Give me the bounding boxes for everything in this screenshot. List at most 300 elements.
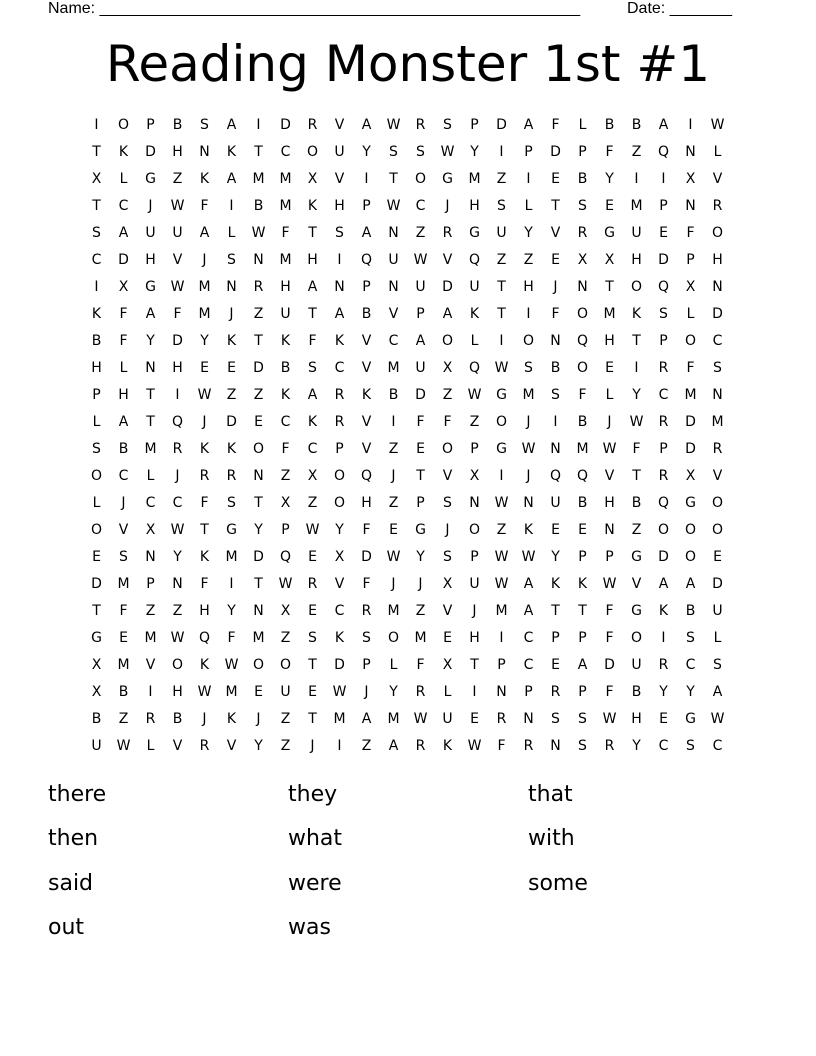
word-list-item: with <box>528 826 575 851</box>
grid-letter: H <box>280 279 291 295</box>
grid-letter: F <box>200 198 209 214</box>
grid-letter: L <box>389 657 398 673</box>
grid-letter: Y <box>416 549 425 565</box>
grid-letter: W <box>602 711 617 727</box>
grid-letter: U <box>172 225 183 241</box>
grid-letter: X <box>280 495 291 511</box>
grid-letter: F <box>551 117 560 133</box>
grid-letter: L <box>524 198 533 214</box>
grid-letter: G <box>226 522 237 538</box>
grid-letter: P <box>416 495 425 511</box>
grid-letter: K <box>91 306 102 322</box>
grid-letter: J <box>607 414 612 430</box>
grid-letter: R <box>307 117 318 133</box>
grid-letter: A <box>415 333 426 349</box>
grid-letter: H <box>469 198 480 214</box>
grid-letter: E <box>551 171 560 187</box>
grid-letter: O <box>657 522 670 538</box>
grid-letter: F <box>119 306 128 322</box>
grid-letter: J <box>202 414 207 430</box>
grid-letter: M <box>576 441 589 457</box>
grid-row <box>83 274 733 301</box>
grid-letter: V <box>388 306 399 322</box>
grid-letter: R <box>658 657 669 673</box>
grid-letter: T <box>389 171 398 187</box>
grid-letter: X <box>91 684 102 700</box>
grid-letter: O <box>90 522 103 538</box>
grid-letter: B <box>631 117 642 133</box>
grid-letter: X <box>91 171 102 187</box>
grid-letter: M <box>387 711 400 727</box>
grid-letter: D <box>361 549 372 565</box>
grid-letter: F <box>281 225 290 241</box>
grid-letter: T <box>497 306 506 322</box>
grid-letter: P <box>416 306 425 322</box>
grid-letter: I <box>634 171 639 187</box>
grid-letter: J <box>310 738 315 754</box>
grid-letter: X <box>280 603 291 619</box>
grid-letter: C <box>118 198 129 214</box>
grid-letter: P <box>497 657 506 673</box>
grid-letter: K <box>577 576 588 592</box>
grid-letter: V <box>361 441 372 457</box>
grid-letter: N <box>523 711 534 727</box>
grid-letter: F <box>173 306 182 322</box>
grid-letter: U <box>442 711 453 727</box>
grid-letter: Z <box>361 738 372 754</box>
grid-letter: R <box>361 603 372 619</box>
grid-letter: V <box>604 468 615 484</box>
grid-letter: Z <box>280 468 291 484</box>
grid-letter: O <box>306 144 319 160</box>
grid-letter: I <box>499 144 504 160</box>
grid-letter: M <box>603 306 616 322</box>
grid-letter: E <box>308 684 317 700</box>
word-list-item: was <box>288 915 331 940</box>
grid-letter: C <box>523 657 534 673</box>
grid-letter: E <box>254 414 263 430</box>
grid-letter: X <box>685 279 696 295</box>
grid-letter: I <box>364 171 369 187</box>
grid-letter: F <box>443 414 452 430</box>
grid-letter: N <box>253 468 264 484</box>
grid-letter: B <box>685 603 696 619</box>
grid-letter: Q <box>171 414 184 430</box>
grid-letter: V <box>334 171 345 187</box>
grid-letter: O <box>279 657 292 673</box>
grid-letter: N <box>469 495 480 511</box>
grid-letter: W <box>386 198 401 214</box>
grid-letter: Z <box>388 495 399 511</box>
grid-letter: B <box>361 306 372 322</box>
grid-letter: I <box>526 171 531 187</box>
grid-letter: H <box>307 252 318 268</box>
grid-letter: K <box>307 198 318 214</box>
grid-letter: N <box>172 576 183 592</box>
grid-letter: S <box>551 387 560 403</box>
grid-letter: Z <box>415 225 426 241</box>
grid-letter: T <box>308 306 317 322</box>
grid-letter: O <box>441 441 454 457</box>
grid-letter: R <box>658 468 669 484</box>
grid-letter: Y <box>551 549 560 565</box>
grid-letter: G <box>604 225 615 241</box>
grid-letter: G <box>685 711 696 727</box>
grid-letter: I <box>472 684 477 700</box>
grid-letter: K <box>334 630 345 646</box>
grid-letter: P <box>605 549 614 565</box>
grid-row <box>83 220 733 247</box>
grid-letter: T <box>632 333 641 349</box>
grid-letter: V <box>118 522 129 538</box>
grid-letter: V <box>334 117 345 133</box>
grid-letter: K <box>226 144 237 160</box>
grid-letter: E <box>605 360 614 376</box>
grid-letter: Q <box>360 468 373 484</box>
grid-letter: Z <box>280 630 291 646</box>
grid-letter: J <box>391 468 396 484</box>
grid-letter: J <box>553 279 558 295</box>
grid-letter: Z <box>388 441 399 457</box>
grid-letter: R <box>415 738 426 754</box>
grid-letter: I <box>256 117 261 133</box>
grid-letter: T <box>92 603 101 619</box>
grid-letter: A <box>658 117 669 133</box>
grid-letter: K <box>523 522 534 538</box>
grid-letter: A <box>388 738 399 754</box>
grid-letter: P <box>362 657 371 673</box>
grid-letter: P <box>335 441 344 457</box>
grid-letter: C <box>91 252 102 268</box>
grid-letter: Z <box>496 171 507 187</box>
grid-letter: V <box>712 468 723 484</box>
grid-letter: K <box>442 738 453 754</box>
grid-letter: A <box>118 414 129 430</box>
grid-letter: S <box>443 549 452 565</box>
grid-letter: J <box>526 468 531 484</box>
word-list-item: that <box>528 782 573 807</box>
grid-letter: D <box>685 414 696 430</box>
grid-letter: E <box>659 711 668 727</box>
grid-letter: Z <box>280 711 291 727</box>
grid-letter: A <box>523 603 534 619</box>
grid-letter: A <box>334 306 345 322</box>
grid-letter: Z <box>253 306 264 322</box>
grid-letter: H <box>712 252 723 268</box>
grid-letter: Q <box>468 360 481 376</box>
grid-letter: Z <box>496 252 507 268</box>
grid-letter: L <box>578 117 587 133</box>
grid-letter: I <box>337 252 342 268</box>
grid-letter: Z <box>442 387 453 403</box>
grid-letter: E <box>659 225 668 241</box>
grid-letter: A <box>199 225 210 241</box>
grid-letter: Z <box>523 252 534 268</box>
grid-letter: Y <box>254 522 263 538</box>
grid-letter: F <box>686 360 695 376</box>
grid-letter: F <box>308 333 317 349</box>
grid-letter: A <box>442 306 453 322</box>
grid-letter: Q <box>279 549 292 565</box>
grid-letter: C <box>415 198 426 214</box>
grid-row <box>83 652 733 679</box>
grid-letter: O <box>576 360 589 376</box>
grid-letter: E <box>470 711 479 727</box>
grid-letter: Y <box>254 738 263 754</box>
grid-letter: J <box>202 252 207 268</box>
grid-letter: N <box>550 738 561 754</box>
grid-letter: H <box>469 630 480 646</box>
grid-letter: I <box>229 576 234 592</box>
grid-letter: S <box>227 252 236 268</box>
grid-letter: M <box>468 171 481 187</box>
grid-letter: T <box>308 711 317 727</box>
grid-letter: D <box>226 414 237 430</box>
grid-row <box>83 112 733 139</box>
grid-letter: M <box>684 387 697 403</box>
grid-letter: Q <box>360 252 373 268</box>
grid-row <box>83 679 733 706</box>
grid-letter: Y <box>632 387 641 403</box>
grid-letter: X <box>577 252 588 268</box>
grid-letter: W <box>413 252 428 268</box>
grid-letter: P <box>551 630 560 646</box>
grid-letter: L <box>92 495 101 511</box>
grid-letter: G <box>415 522 426 538</box>
grid-letter: R <box>334 387 345 403</box>
name-field-label: Name: ______________________________________________________ <box>48 0 581 17</box>
grid-letter: X <box>685 171 696 187</box>
grid-letter: W <box>197 387 212 403</box>
grid-letter: W <box>224 657 239 673</box>
grid-letter: A <box>118 225 129 241</box>
grid-letter: Z <box>145 603 156 619</box>
grid-letter: N <box>550 333 561 349</box>
grid-letter: W <box>116 738 131 754</box>
grid-letter: S <box>713 360 722 376</box>
grid-letter: I <box>634 360 639 376</box>
grid-letter: B <box>577 171 588 187</box>
grid-letter: L <box>119 171 128 187</box>
grid-letter: B <box>91 711 102 727</box>
grid-letter: G <box>631 603 642 619</box>
grid-letter: O <box>711 495 724 511</box>
grid-letter: T <box>92 144 101 160</box>
grid-letter: O <box>495 414 508 430</box>
grid-letter: Y <box>524 225 533 241</box>
grid-letter: R <box>658 360 669 376</box>
grid-letter: D <box>334 657 345 673</box>
grid-letter: N <box>226 279 237 295</box>
grid-letter: T <box>200 522 209 538</box>
grid-letter: A <box>577 657 588 673</box>
grid-letter: B <box>577 495 588 511</box>
grid-letter: J <box>202 711 207 727</box>
grid-letter: H <box>145 252 156 268</box>
grid-letter: Y <box>470 144 479 160</box>
grid-letter: V <box>361 414 372 430</box>
grid-letter: F <box>362 522 371 538</box>
grid-letter: H <box>199 603 210 619</box>
grid-letter: W <box>170 279 185 295</box>
grid-letter: K <box>469 306 480 322</box>
grid-letter: S <box>578 198 587 214</box>
grid-letter: G <box>442 171 453 187</box>
grid-letter: G <box>145 171 156 187</box>
grid-letter: E <box>551 252 560 268</box>
grid-row <box>83 625 733 652</box>
grid-letter: D <box>658 549 669 565</box>
grid-row <box>83 733 733 760</box>
grid-letter: P <box>92 387 101 403</box>
grid-letter: V <box>172 738 183 754</box>
grid-letter: T <box>254 333 263 349</box>
grid-letter: L <box>146 468 155 484</box>
grid-letter: E <box>119 630 128 646</box>
grid-letter: Z <box>172 171 183 187</box>
grid-letter: L <box>470 333 479 349</box>
grid-letter: C <box>658 387 669 403</box>
grid-letter: X <box>685 468 696 484</box>
grid-letter: R <box>199 468 210 484</box>
grid-letter: L <box>119 360 128 376</box>
grid-letter: U <box>469 576 480 592</box>
grid-letter: V <box>712 171 723 187</box>
grid-letter: T <box>254 495 263 511</box>
grid-letter: M <box>198 279 211 295</box>
grid-letter: Y <box>389 684 398 700</box>
grid-letter: K <box>550 576 561 592</box>
grid-letter: W <box>494 576 509 592</box>
grid-letter: D <box>253 549 264 565</box>
grid-letter: B <box>118 684 129 700</box>
grid-letter: V <box>361 333 372 349</box>
grid-letter: N <box>712 387 723 403</box>
grid-letter: T <box>254 144 263 160</box>
grid-letter: W <box>332 684 347 700</box>
grid-letter: B <box>253 198 264 214</box>
grid-letter: V <box>442 603 453 619</box>
grid-letter: J <box>148 198 153 214</box>
grid-letter: M <box>144 441 157 457</box>
grid-letter: P <box>362 198 371 214</box>
grid-letter: E <box>389 522 398 538</box>
page-title: Reading Monster 1st #1 <box>105 35 711 93</box>
grid-letter: M <box>522 387 535 403</box>
grid-letter: M <box>333 711 346 727</box>
grid-letter: W <box>170 630 185 646</box>
grid-letter: S <box>686 630 695 646</box>
grid-letter: I <box>229 198 234 214</box>
grid-letter: T <box>416 468 425 484</box>
grid-letter: F <box>416 414 425 430</box>
word-list-item: were <box>288 871 342 896</box>
grid-letter: O <box>171 657 184 673</box>
word-list-item: out <box>48 915 85 940</box>
grid-letter: R <box>604 738 615 754</box>
grid-letter: C <box>712 333 723 349</box>
grid-letter: B <box>577 414 588 430</box>
grid-letter: C <box>118 468 129 484</box>
grid-letter: M <box>711 414 724 430</box>
grid-letter: N <box>604 522 615 538</box>
grid-letter: F <box>119 333 128 349</box>
grid-letter: U <box>388 252 399 268</box>
grid-letter: N <box>253 252 264 268</box>
grid-letter: O <box>252 657 265 673</box>
grid-letter: Z <box>172 603 183 619</box>
grid-letter: A <box>361 225 372 241</box>
grid-letter: K <box>199 171 210 187</box>
grid-letter: F <box>416 657 425 673</box>
grid-letter: E <box>308 603 317 619</box>
grid-letter: T <box>254 576 263 592</box>
grid-letter: R <box>550 684 561 700</box>
grid-letter: W <box>386 117 401 133</box>
grid-letter: O <box>711 522 724 538</box>
grid-letter: N <box>388 225 399 241</box>
grid-letter: O <box>333 468 346 484</box>
grid-row <box>83 544 733 571</box>
grid-letter: C <box>712 738 723 754</box>
grid-letter: M <box>414 630 427 646</box>
grid-letter: C <box>280 414 291 430</box>
grid-letter: V <box>145 657 156 673</box>
grid-letter: C <box>523 630 534 646</box>
grid-letter: T <box>92 198 101 214</box>
grid-letter: H <box>604 495 615 511</box>
grid-letter: H <box>172 360 183 376</box>
grid-letter: F <box>362 576 371 592</box>
grid-letter: K <box>199 549 210 565</box>
grid-letter: H <box>523 279 534 295</box>
grid-letter: O <box>468 522 481 538</box>
grid-letter: I <box>661 171 666 187</box>
grid-letter: P <box>470 549 479 565</box>
grid-letter: N <box>253 603 264 619</box>
grid-letter: K <box>226 711 237 727</box>
grid-letter: P <box>578 684 587 700</box>
grid-letter: V <box>442 252 453 268</box>
grid-letter: D <box>172 333 183 349</box>
grid-letter: M <box>252 171 265 187</box>
grid-letter: C <box>172 495 183 511</box>
grid-letter: V <box>631 576 642 592</box>
grid-letter: S <box>308 360 317 376</box>
grid-letter: K <box>118 144 129 160</box>
grid-letter: J <box>526 414 531 430</box>
grid-letter: S <box>92 441 101 457</box>
grid-letter: N <box>577 279 588 295</box>
grid-letter: T <box>497 279 506 295</box>
grid-letter: P <box>659 441 668 457</box>
grid-letter: D <box>442 279 453 295</box>
grid-letter: A <box>523 576 534 592</box>
grid-letter: S <box>578 738 587 754</box>
grid-letter: O <box>333 495 346 511</box>
grid-letter: A <box>226 171 237 187</box>
grid-letter: W <box>521 549 536 565</box>
grid-letter: T <box>551 198 560 214</box>
grid-letter: N <box>145 360 156 376</box>
grid-letter: E <box>551 522 560 538</box>
grid-row <box>83 409 733 436</box>
grid-letter: L <box>227 225 236 241</box>
grid-letter: D <box>415 387 426 403</box>
word-list-item: there <box>48 782 107 807</box>
grid-letter: W <box>629 414 644 430</box>
grid-letter: R <box>712 198 723 214</box>
